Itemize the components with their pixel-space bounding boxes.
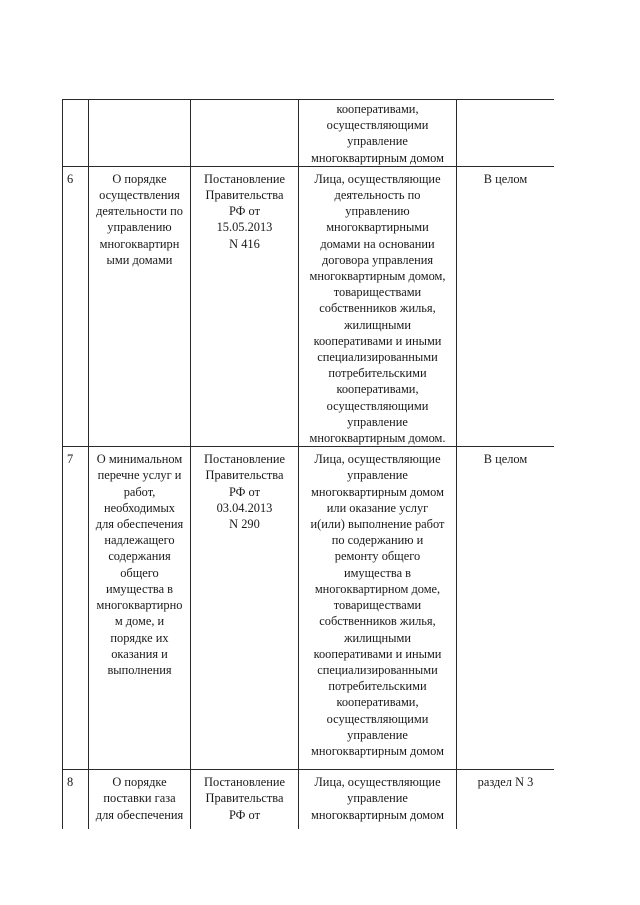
- act-reference-cell: [191, 100, 299, 167]
- row-number-cell: 7: [63, 447, 89, 770]
- table-row-8: [63, 770, 555, 829]
- act-reference-cell: Постановление Правительства РФ от 03.04.2013 N 290: [191, 447, 299, 770]
- table-viewport: [62, 99, 554, 829]
- affected-persons-cell: Лица, осуществляющие деятельность по управлению многоквартирными домами на основании договора управления многоквартирным домом, товариществами собственников жилья, жилищными кооперативами и иными специализированными потребительскими кооперативами, осуществляющими управление многоквартирным домом.: [299, 166, 457, 446]
- row-number-cell: [63, 100, 89, 167]
- act-reference-cell: Постановление Правительства РФ от: [191, 770, 299, 829]
- act-title-cell: О минимальном перечне услуг и работ, необходимых для обеспечения надлежащего содержания общего имущества в многоквартирно м доме, и порядке их оказания и выполнения: [89, 447, 191, 770]
- act-title-cell: О порядке поставки газа для обеспечения: [89, 770, 191, 829]
- act-reference-cell: Постановление Правительства РФ от 15.05.2013 N 416: [191, 166, 299, 446]
- scope-cell: [457, 100, 555, 167]
- act-title-cell: О порядке осуществления деятельности по управлению многоквартирн ыми домами: [89, 166, 191, 446]
- scope-cell: В целом: [457, 166, 555, 446]
- scope-cell: В целом: [457, 447, 555, 770]
- affected-persons-cell: Лица, осуществляющие управление многоквартирным домом или оказание услуг и(или) выполнение работ по содержанию и ремонту общего имущества в многоквартирном доме, товариществами собственников жилья, жилищными кооперативами и иными специализированными потребительскими кооперативами, осуществляющими управление многоквартирным домом: [299, 447, 457, 770]
- table-row-6: [63, 166, 555, 446]
- row-number-cell: 8: [63, 770, 89, 829]
- row-number-cell: 6: [63, 166, 89, 446]
- table-row-continuation: [63, 100, 555, 167]
- table-row-7: [63, 447, 555, 770]
- affected-persons-cell: Лица, осуществляющие управление многоквартирным домом: [299, 770, 457, 829]
- legal-acts-table: [62, 99, 554, 829]
- act-title-cell: [89, 100, 191, 167]
- scope-cell: раздел N 3: [457, 770, 555, 829]
- affected-persons-cell: кооперативами, осуществляющими управление многоквартирным домом: [299, 100, 457, 167]
